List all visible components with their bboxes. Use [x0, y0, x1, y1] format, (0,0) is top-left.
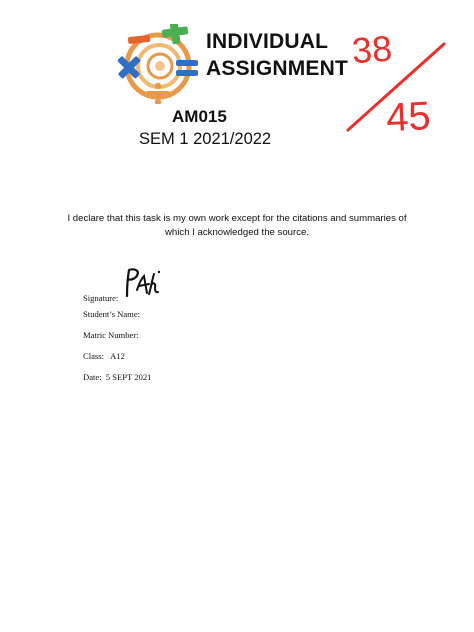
declaration-line-1: I declare that this task is my own work except for the citations and summaries of — [67, 213, 407, 224]
score-denominator: 45 — [384, 93, 432, 141]
matric-number-field — [83, 330, 139, 340]
course-code: AM015 — [172, 107, 227, 126]
matric-number-label: Matric Number: — [83, 330, 139, 340]
signature-field — [83, 293, 118, 303]
declaration-line-2: which I acknowledged the source. — [165, 226, 309, 238]
class-label: Class: — [83, 351, 105, 361]
date-label: Date: — [83, 372, 102, 382]
students-name-label: Student’s Name: — [83, 309, 141, 319]
semester: SEM 1 2021/2022 — [139, 130, 272, 148]
date-value: 5 SEPT 2021 — [105, 372, 152, 382]
students-name-field — [83, 309, 140, 319]
math-symbols-logo-icon — [110, 24, 204, 104]
date-field — [83, 372, 151, 382]
class-value: A12 — [110, 351, 125, 361]
title-line-2: ASSIGNMENT — [206, 57, 349, 80]
handwritten-signature — [121, 266, 165, 300]
signature-label: Signature: — [83, 293, 119, 303]
declaration-statement — [60, 212, 414, 239]
document-title — [206, 28, 348, 82]
title-line-1: INDIVIDUAL — [206, 30, 329, 53]
score-numerator: 38 — [350, 27, 394, 72]
class-field — [83, 351, 125, 361]
